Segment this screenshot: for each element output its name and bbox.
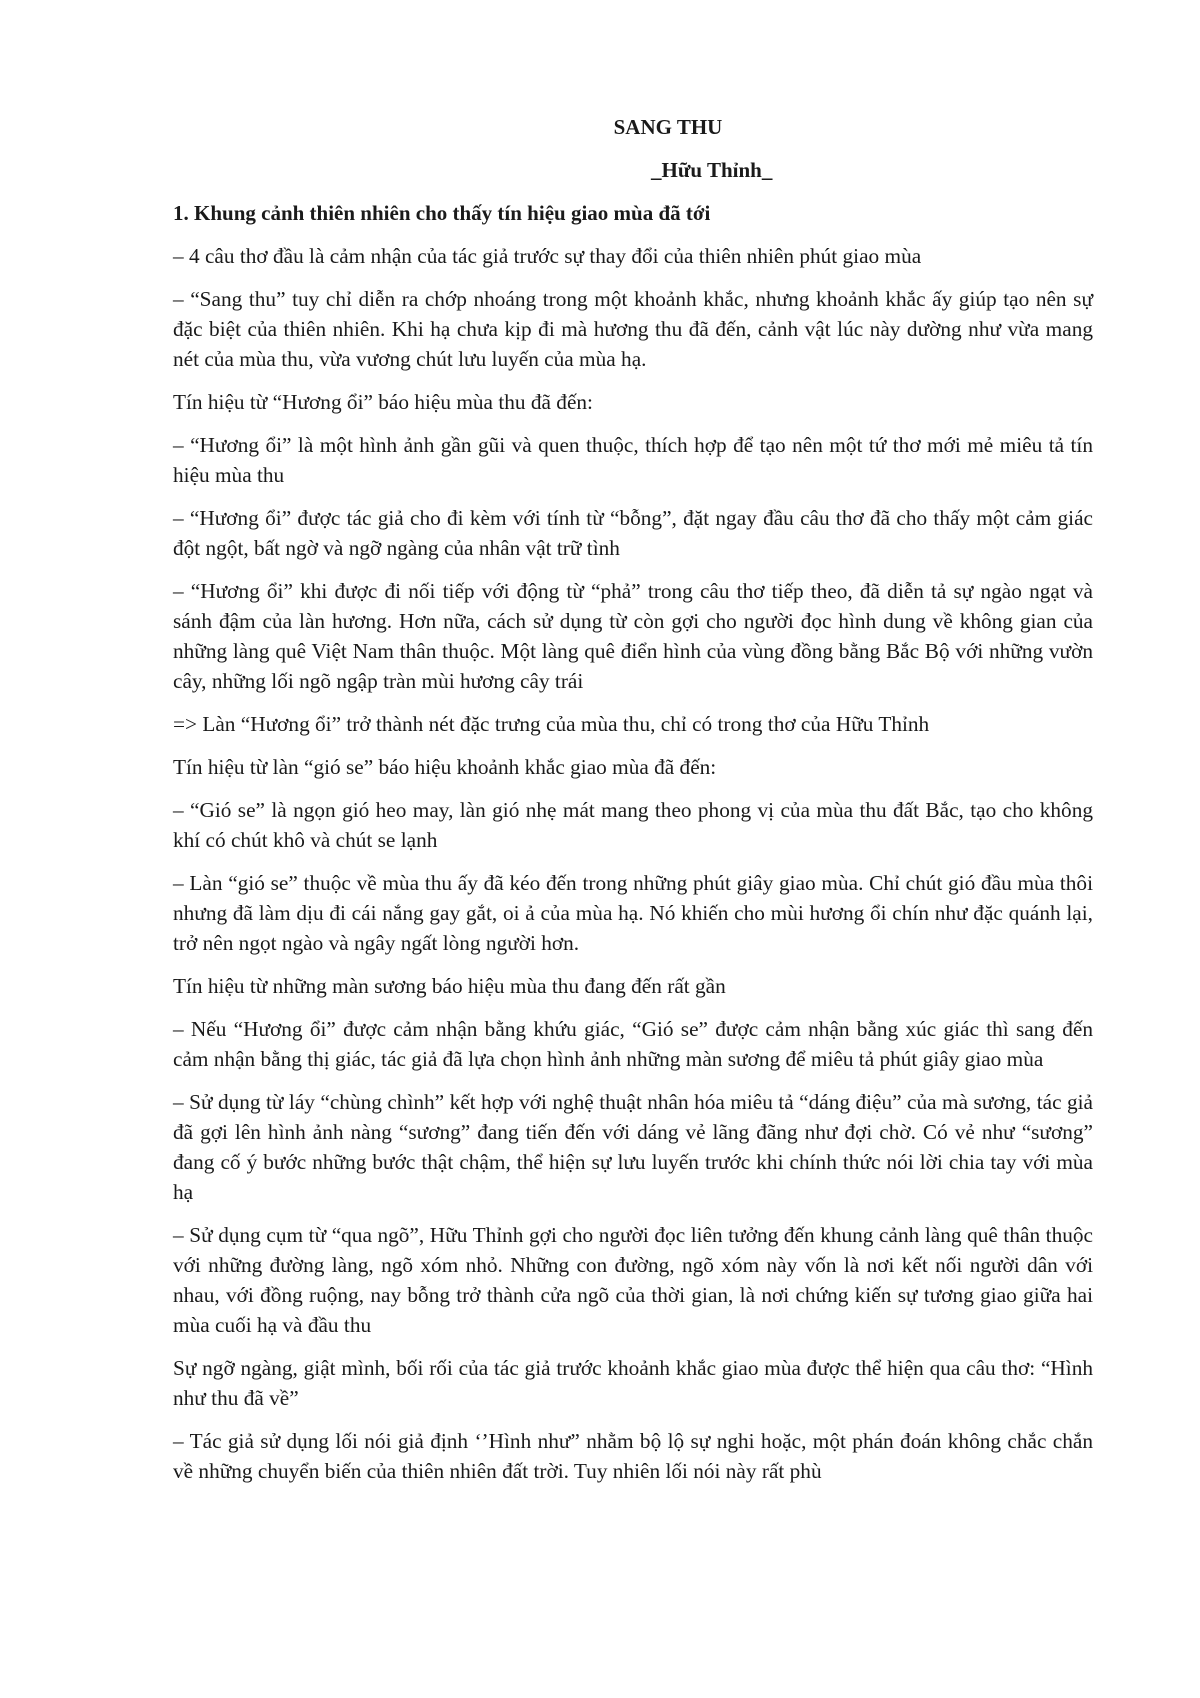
paragraph: – “Hương ổi” khi được đi nối tiếp với động từ “phả” trong câu thơ tiếp theo, đã diễn tả sự ngào ngạt và sánh đậm của làn hương. Hơn nữa, cách sử dụng từ còn gợi cho người đọc hình dung về không gian của những làng quê Việt Nam thân thuộc. Một làng quê điển hình của vùng đồng bằng Bắc Bộ với những vườn cây, những lối ngõ ngập tràn mùi hương cây trái — [173, 579, 1093, 693]
paragraph: – Sử dụng từ láy “chùng chình” kết hợp với nghệ thuật nhân hóa miêu tả “dáng điệu” của mà sương, tác giả đã gợi lên hình ảnh nàng “sương” đang tiến đến với dáng vẻ lãng đãng như đợi chờ. Có vẻ như “sương” đang cố ý bước những bước thật chậm, thể hiện sự lưu luyến trước khi chính thức nói lời chia tay với mùa hạ — [173, 1090, 1093, 1204]
paragraph: – Sử dụng cụm từ “qua ngõ”, Hữu Thỉnh gợi cho người đọc liên tưởng đến khung cảnh làng quê thân thuộc với những đường làng, ngõ xóm nhỏ. Những con đường, ngõ xóm này vốn là nơi kết nối người dân với nhau, với đồng ruộng, nay bỗng trở thành cửa ngõ của thời gian, là nơi chứng kiến sự tương giao giữa hai mùa cuối hạ và đầu thu — [173, 1223, 1093, 1337]
paragraph: – Nếu “Hương ổi” được cảm nhận bằng khứu giác, “Gió se” được cảm nhận bằng xúc giác thì sang đến cảm nhận bằng thị giác, tác giả đã lựa chọn hình ảnh những màn sương để miêu tả phút giây giao mùa — [173, 1017, 1093, 1071]
paragraph: Tín hiệu từ “Hương ổi” báo hiệu mùa thu đã đến: — [173, 390, 593, 414]
paragraph: – 4 câu thơ đầu là cảm nhận của tác giả trước sự thay đổi của thiên nhiên phút giao mùa — [173, 244, 922, 268]
paragraph: – Làn “gió se” thuộc về mùa thu ấy đã kéo đến trong những phút giây giao mùa. Chỉ chút gió đầu mùa thôi nhưng đã làm dịu đi cái nắng gay gắt, oi ả của mùa hạ. Nó khiến cho mùi hương ổi chín như đặc quánh lại, trở nên ngọt ngào và ngây ngất lòng người hơn. — [173, 871, 1093, 955]
paragraph: Tín hiệu từ làn “gió se” báo hiệu khoảnh khắc giao mùa đã đến: — [173, 755, 717, 779]
paragraph: – “Sang thu” tuy chỉ diễn ra chớp nhoáng trong một khoảnh khắc, nhưng khoảnh khắc ấy giúp tạo nên sự đặc biệt của thiên nhiên. Khi hạ chưa kịp đi mà hương thu đã đến, cảnh vật lúc này dường như vừa mang nét của mùa thu, vừa vương chút lưu luyến của mùa hạ. — [173, 287, 1093, 371]
paragraph: => Làn “Hương ổi” trở thành nét đặc trưng của mùa thu, chỉ có trong thơ của Hữu Thỉnh — [173, 712, 930, 736]
section-heading: 1. Khung cảnh thiên nhiên cho thấy tín hiệu giao mùa đã tới — [173, 201, 711, 225]
paragraph: Sự ngỡ ngàng, giật mình, bối rối của tác giả trước khoảnh khắc giao mùa được thể hiện qua câu thơ: “Hình như thu đã về” — [173, 1356, 1093, 1410]
document-author: _Hữu Thỉnh_ — [651, 158, 773, 182]
paragraph: – Tác giả sử dụng lối nói giả định ‘’Hình như” nhằm bộ lộ sự nghi hoặc, một phán đoán không chắc chắn về những chuyển biến của thiên nhiên đất trời. Tuy nhiên lối nói này rất phù — [173, 1429, 1093, 1483]
paragraph: – “Gió se” là ngọn gió heo may, làn gió nhẹ mát mang theo phong vị của mùa thu đất Bắc, tạo cho không khí có chút khô và chút se lạnh — [173, 798, 1093, 852]
document-title: SANG THU — [613, 115, 723, 139]
document-page — [173, 112, 1093, 1499]
paragraph: – “Hương ổi” được tác giả cho đi kèm với tính từ “bỗng”, đặt ngay đầu câu thơ đã cho thấy một cảm giác đột ngột, bất ngờ và ngỡ ngàng của nhân vật trữ tình — [173, 506, 1093, 560]
paragraph: Tín hiệu từ những màn sương báo hiệu mùa thu đang đến rất gần — [173, 974, 726, 998]
paragraph: – “Hương ổi” là một hình ảnh gần gũi và quen thuộc, thích hợp để tạo nên một tứ thơ mới mẻ miêu tả tín hiệu mùa thu — [173, 433, 1093, 487]
